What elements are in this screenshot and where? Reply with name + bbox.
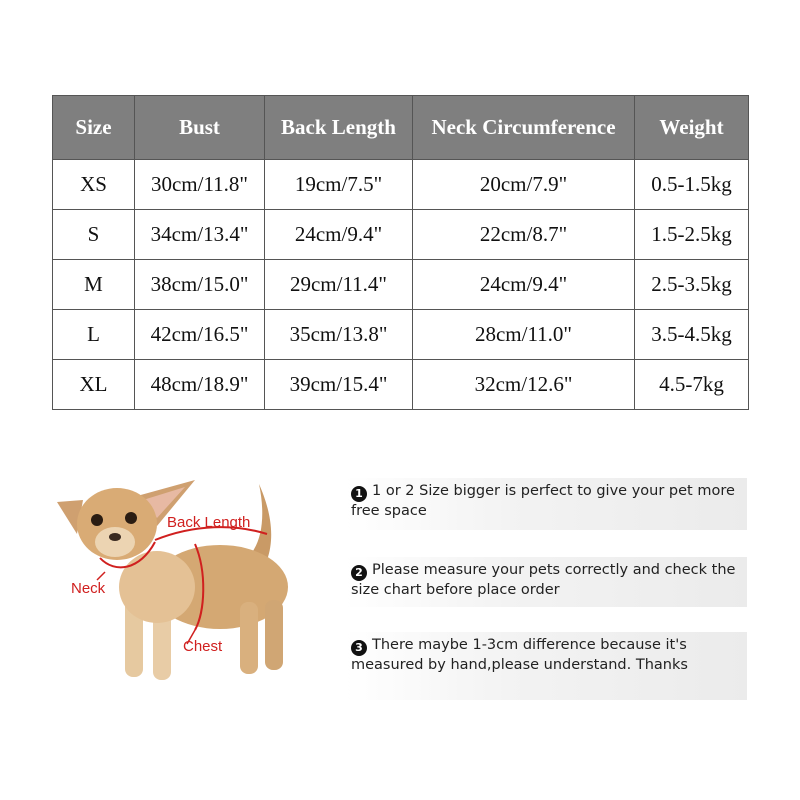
cell-neck: 24cm/9.4" <box>413 260 635 310</box>
table-row <box>53 260 749 310</box>
cell-bust: 42cm/16.5" <box>135 310 265 360</box>
dog-chest <box>119 551 195 623</box>
cell-neck: 32cm/12.6" <box>413 360 635 410</box>
table-row <box>53 210 749 260</box>
cell-neck: 28cm/11.0" <box>413 310 635 360</box>
cell-back-length: 19cm/7.5" <box>265 160 413 210</box>
header-back-length: Back Length <box>265 96 413 160</box>
size-chart-table <box>52 95 749 410</box>
neck-label: Neck <box>71 580 106 597</box>
cell-size: M <box>53 260 135 310</box>
table-row <box>53 360 749 410</box>
header-weight: Weight <box>635 96 749 160</box>
cell-weight: 1.5-2.5kg <box>635 210 749 260</box>
cell-bust: 48cm/18.9" <box>135 360 265 410</box>
neck-pointer-line <box>97 572 105 580</box>
cell-back-length: 39cm/15.4" <box>265 360 413 410</box>
note-size-advice <box>345 478 747 530</box>
dog-nose <box>109 533 121 541</box>
cell-bust: 30cm/11.8" <box>135 160 265 210</box>
cell-back-length: 35cm/13.8" <box>265 310 413 360</box>
chest-label: Chest <box>183 638 223 655</box>
cell-back-length: 29cm/11.4" <box>265 260 413 310</box>
dog-leg <box>265 600 283 670</box>
cell-size: L <box>53 310 135 360</box>
cell-size: XL <box>53 360 135 410</box>
cell-bust: 34cm/13.4" <box>135 210 265 260</box>
cell-weight: 4.5-7kg <box>635 360 749 410</box>
cell-neck: 20cm/7.9" <box>413 160 635 210</box>
dog-eye <box>125 512 137 524</box>
note-text: Please measure your pets correctly and check the size chart before place order <box>351 562 736 598</box>
cell-size: XS <box>53 160 135 210</box>
note-text: There maybe 1-3cm difference because it's measured by hand,please understand. Thanks <box>351 637 688 673</box>
cell-neck: 22cm/8.7" <box>413 210 635 260</box>
note-measurement-difference <box>345 632 747 700</box>
table-header-row <box>53 96 749 160</box>
note-text: 1 or 2 Size bigger is perfect to give your pet more free space <box>351 483 735 519</box>
cell-weight: 3.5-4.5kg <box>635 310 749 360</box>
cell-back-length: 24cm/9.4" <box>265 210 413 260</box>
dog-leg <box>240 602 258 674</box>
note-number-icon: 2 <box>351 565 367 581</box>
note-number-icon: 1 <box>351 486 367 502</box>
cell-weight: 2.5-3.5kg <box>635 260 749 310</box>
cell-size: S <box>53 210 135 260</box>
dog-eye <box>91 514 103 526</box>
table-row <box>53 310 749 360</box>
note-measure-correctly <box>345 557 747 607</box>
cell-weight: 0.5-1.5kg <box>635 160 749 210</box>
header-neck-circumference: Neck Circumference <box>413 96 635 160</box>
table-row <box>53 160 749 210</box>
cell-bust: 38cm/15.0" <box>135 260 265 310</box>
header-size: Size <box>53 96 135 160</box>
dog-measurement-diagram <box>45 462 335 697</box>
note-number-icon: 3 <box>351 640 367 656</box>
back-length-label: Back Length <box>167 514 251 531</box>
header-bust: Bust <box>135 96 265 160</box>
dog-muzzle <box>95 527 135 557</box>
